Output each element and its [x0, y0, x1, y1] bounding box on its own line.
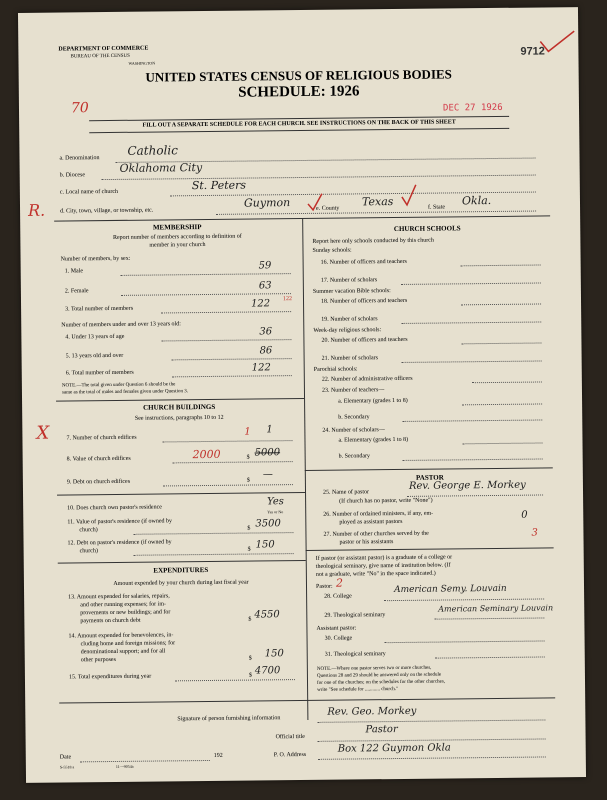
graduate-note-3: not a graduate, write "No" in the space indicated.) — [315, 570, 436, 578]
city-label: d. City, town, village, or township, etc. — [60, 207, 154, 215]
college-28-value: American Semy. Louvain — [393, 583, 507, 596]
state-value: Okla. — [461, 194, 492, 208]
over-13-label: 5. 13 years old and over — [65, 352, 124, 360]
buildings-instruction: See instructions, paragraphs 10 to 12 — [134, 414, 224, 422]
membership-intro-1: Report number of members according to definition of — [112, 233, 242, 241]
address-value: Box 122 Guymon Okla — [337, 742, 451, 755]
serial-number: 9712 — [520, 45, 545, 58]
school-line-23a: a. Elementary (grades 1 to 8) — [338, 397, 408, 405]
male-value: 59 — [258, 260, 272, 272]
expenditures-heading: EXPENDITURES — [153, 565, 209, 575]
yes-or-no-hint: Yes or No — [267, 509, 284, 515]
residence-value-label-2: church) — [79, 527, 98, 534]
signature-label: Signature of person furnishing information — [177, 715, 281, 723]
edifices-label: 7. Number of church edifices — [66, 434, 137, 442]
dollar-sign-13: $ — [248, 616, 252, 623]
department-title: DEPARTMENT OF COMMERCE — [58, 45, 149, 53]
value-edifices-value: 5000 — [254, 447, 281, 459]
school-line-23b: b. Secondary — [338, 414, 370, 421]
graduate-note-1: If pastor (or assistant pastor) is a graduate of a college or — [315, 554, 453, 562]
schedule-title: SCHEDULE: 1926 — [238, 83, 360, 101]
other-churches-label-1: 27. Number of other churches served by the — [323, 530, 429, 538]
signature-value: Rev. Geo. Morkey — [327, 705, 417, 718]
date-label: Date — [59, 754, 72, 761]
female-label: 2. Female — [64, 288, 89, 295]
print-number: 11—9054a — [115, 763, 134, 769]
other-churches-label-2: pastor or his assistants — [339, 539, 394, 546]
seminary-31-label: 31. Theological seminary — [324, 651, 386, 658]
under-13-label: 4. Under 13 years of age — [65, 333, 125, 341]
school-line-24b: b. Secondary — [338, 453, 371, 460]
county-label: e. County — [316, 205, 340, 212]
pastor-note-3: for one of the churches; on the schedules for the other churches, — [316, 679, 446, 686]
sunday-schools-label: Sunday schools: — [312, 247, 352, 254]
address-label: P. O. Address — [273, 751, 307, 759]
over-13-value: 86 — [259, 345, 273, 357]
dollar-sign-14: $ — [248, 655, 252, 662]
membership-heading: MEMBERSHIP — [152, 223, 202, 232]
dollar-sign-9: $ — [246, 477, 250, 484]
school-line-23: 23. Number of teachers— — [321, 387, 385, 394]
college-28-label: 28. College — [324, 593, 352, 600]
parochial-schools-label: Parochial schools: — [313, 366, 358, 373]
church-name-value: St. Peters — [191, 178, 247, 193]
female-value: 63 — [258, 280, 272, 292]
denomination-label: a. Denomination — [59, 155, 100, 162]
check-mark-icon — [538, 29, 578, 55]
diocese-value: Oklahoma City — [119, 161, 203, 175]
exp-13-line-1: 13. Amount expended for salaries, repairs, — [68, 593, 170, 601]
seminary-29-value: American Seminary Louvain — [438, 603, 554, 614]
exp-13-value: 4550 — [254, 609, 280, 621]
residence-debt-label-2: church) — [79, 548, 98, 555]
state-label: f. State — [428, 204, 446, 211]
official-title-value: Pastor — [365, 724, 398, 736]
exp-15-label: 15. Total expenditures during year — [68, 673, 152, 681]
total-members-value: 122 — [250, 298, 271, 310]
buildings-heading: CHURCH BUILDINGS — [143, 402, 216, 412]
debt-edifices-value: — — [262, 469, 273, 481]
age-section-label: Number of members under and over 13 years old: — [61, 321, 181, 329]
school-line-19: 19. Number of scholars — [321, 316, 378, 323]
school-line-17: 17. Number of scholars — [320, 277, 378, 284]
pastor-residence-label: 10. Does church own pastor's residence — [67, 504, 162, 512]
exp-14-line-3: denominational support; and for all — [80, 648, 166, 656]
school-line-24a: a. Elementary (grades 1 to 8) — [338, 436, 409, 444]
school-line-20: 20. Number of officers and teachers — [321, 336, 408, 344]
membership-note-1: NOTE.—The total given under Question 6 should be the — [61, 382, 176, 389]
under-13-value: 36 — [259, 326, 273, 338]
diocese-label: b. Diocese — [59, 172, 86, 179]
total-members-red-note: 122 — [282, 296, 293, 303]
college-30-label: 30. College — [324, 635, 353, 642]
date-year: 192 — [213, 752, 223, 759]
official-title-label: Official title — [275, 733, 306, 741]
school-line-16: 16. Number of officers and teachers — [320, 258, 407, 266]
pastor-residence-value: Yes — [267, 496, 284, 508]
residence-debt-value: 150 — [255, 539, 275, 551]
dollar-sign-11: $ — [247, 525, 251, 532]
received-date-stamp: DEC 27 1926 — [442, 102, 503, 114]
schools-intro: Report here only schools conducted by this church — [312, 237, 434, 245]
city-value: Guymon — [243, 196, 291, 210]
value-edifices-red: 2000 — [192, 447, 221, 462]
debt-edifices-label: 9. Debt on church edifices — [66, 478, 131, 486]
seminary-29-label: 29. Theological seminary — [324, 612, 386, 619]
exp-14-value: 150 — [264, 648, 284, 660]
dollar-sign-8: $ — [246, 454, 250, 461]
schools-heading: CHURCH SCHOOLS — [393, 224, 461, 234]
pastor-note-4: write "See schedule for ............ church." — [317, 687, 399, 693]
check-mark-icon — [306, 192, 324, 214]
form-number: S-5518 a — [59, 764, 75, 770]
denomination-value: Catholic — [127, 143, 179, 158]
ordained-ministers-label-1: 26. Number of ordained ministers, if any, em- — [323, 510, 434, 518]
exp-14-line-2: cluding home and foreign missions; for — [80, 640, 176, 648]
mark-x: X — [36, 422, 50, 444]
graduate-note-2: theological seminary, give name of institution below. (If — [315, 562, 451, 570]
members-by-sex-label: Number of members, by sex: — [60, 255, 131, 263]
membership-intro-2: member in your church — [149, 242, 206, 249]
ordained-ministers-value: 0 — [521, 509, 528, 521]
assistant-pastor-label: Assistant pastor: — [316, 625, 357, 632]
county-value: Texas — [361, 195, 394, 209]
form-title: UNITED STATES CENSUS OF RELIGIOUS BODIES — [145, 66, 452, 85]
pastor-none-hint: (If church has no pastor, write "None") — [339, 497, 433, 505]
value-edifices-label: 8. Value of church edifices — [66, 455, 131, 463]
pastor-note-1: NOTE.—Where one pastor serves two or more churches, — [316, 665, 432, 672]
bureau-location: WASHINGTON — [128, 60, 156, 66]
school-line-24: 24. Number of scholars— — [322, 427, 385, 434]
exp-13-line-3: provements or new buildings; and for — [80, 609, 171, 617]
pastor-sub-label: Pastor: — [315, 583, 333, 590]
school-line-18: 18. Number of officers and teachers — [320, 297, 408, 305]
summer-schools-label: Summer vacation Bible schools: — [312, 288, 391, 295]
expenditures-intro: Amount expended by your church during last fiscal year — [113, 579, 249, 587]
exp-13-line-2: and other running expenses; for im- — [80, 601, 167, 609]
weekday-schools-label: Week-day religious schools: — [313, 327, 382, 334]
instruction-line: FILL OUT A SEPARATE SCHEDULE FOR EACH CHURCH. SEE INSTRUCTIONS ON THE BACK OF THIS SHEET — [142, 119, 456, 129]
school-line-21: 21. Number of scholars — [321, 355, 378, 362]
census-form — [18, 7, 586, 783]
dollar-sign-12: $ — [247, 546, 251, 553]
residence-value-value: 3500 — [255, 518, 281, 530]
q6-total-label: 6. Total number of members — [65, 369, 134, 377]
mark-r: R. — [27, 200, 46, 220]
exp-14-line-4: other purposes — [80, 656, 116, 664]
edifices-value: 1 — [266, 424, 273, 436]
dollar-sign-15: $ — [248, 672, 252, 679]
church-name-label: c. Local name of church — [59, 188, 119, 196]
pastor-red-mark: 2 — [335, 576, 344, 590]
ordained-ministers-label-2: ployed as assistant pastors — [339, 518, 403, 526]
school-line-22: 22. Number of administrative officers — [321, 375, 413, 383]
mark-70: 70 — [70, 100, 89, 117]
residence-debt-label-1: 12. Debt on pastor's residence (if owned by — [67, 539, 172, 547]
check-mark-icon — [400, 183, 418, 209]
membership-note-2: same as the total of males and females given under Question 3. — [61, 389, 189, 396]
pastor-name-value: Rev. George E. Morkey — [408, 479, 526, 492]
bureau-title: BUREAU OF THE CENSUS — [70, 53, 130, 60]
residence-value-label-1: 11. Value of pastor's residence (if owned by — [67, 518, 173, 526]
total-members-label: 3. Total number of members — [65, 305, 134, 313]
exp-14-line-1: 14. Amount expended for benevolences, in- — [68, 632, 174, 640]
exp-13-line-4: payments on church debt — [80, 617, 141, 625]
edifices-red-value: 1 — [244, 426, 251, 438]
pastor-name-label: 25. Name of pastor — [322, 489, 370, 496]
other-churches-value: 3 — [531, 527, 538, 539]
pastor-note-2: Questions 28 and 29 should be answered only on the schedule — [316, 672, 442, 679]
q6-total-value: 122 — [251, 362, 271, 374]
pastor-heading: PASTOR — [415, 473, 444, 482]
male-label: 1. Male — [64, 268, 84, 275]
exp-15-value: 4700 — [254, 665, 281, 677]
